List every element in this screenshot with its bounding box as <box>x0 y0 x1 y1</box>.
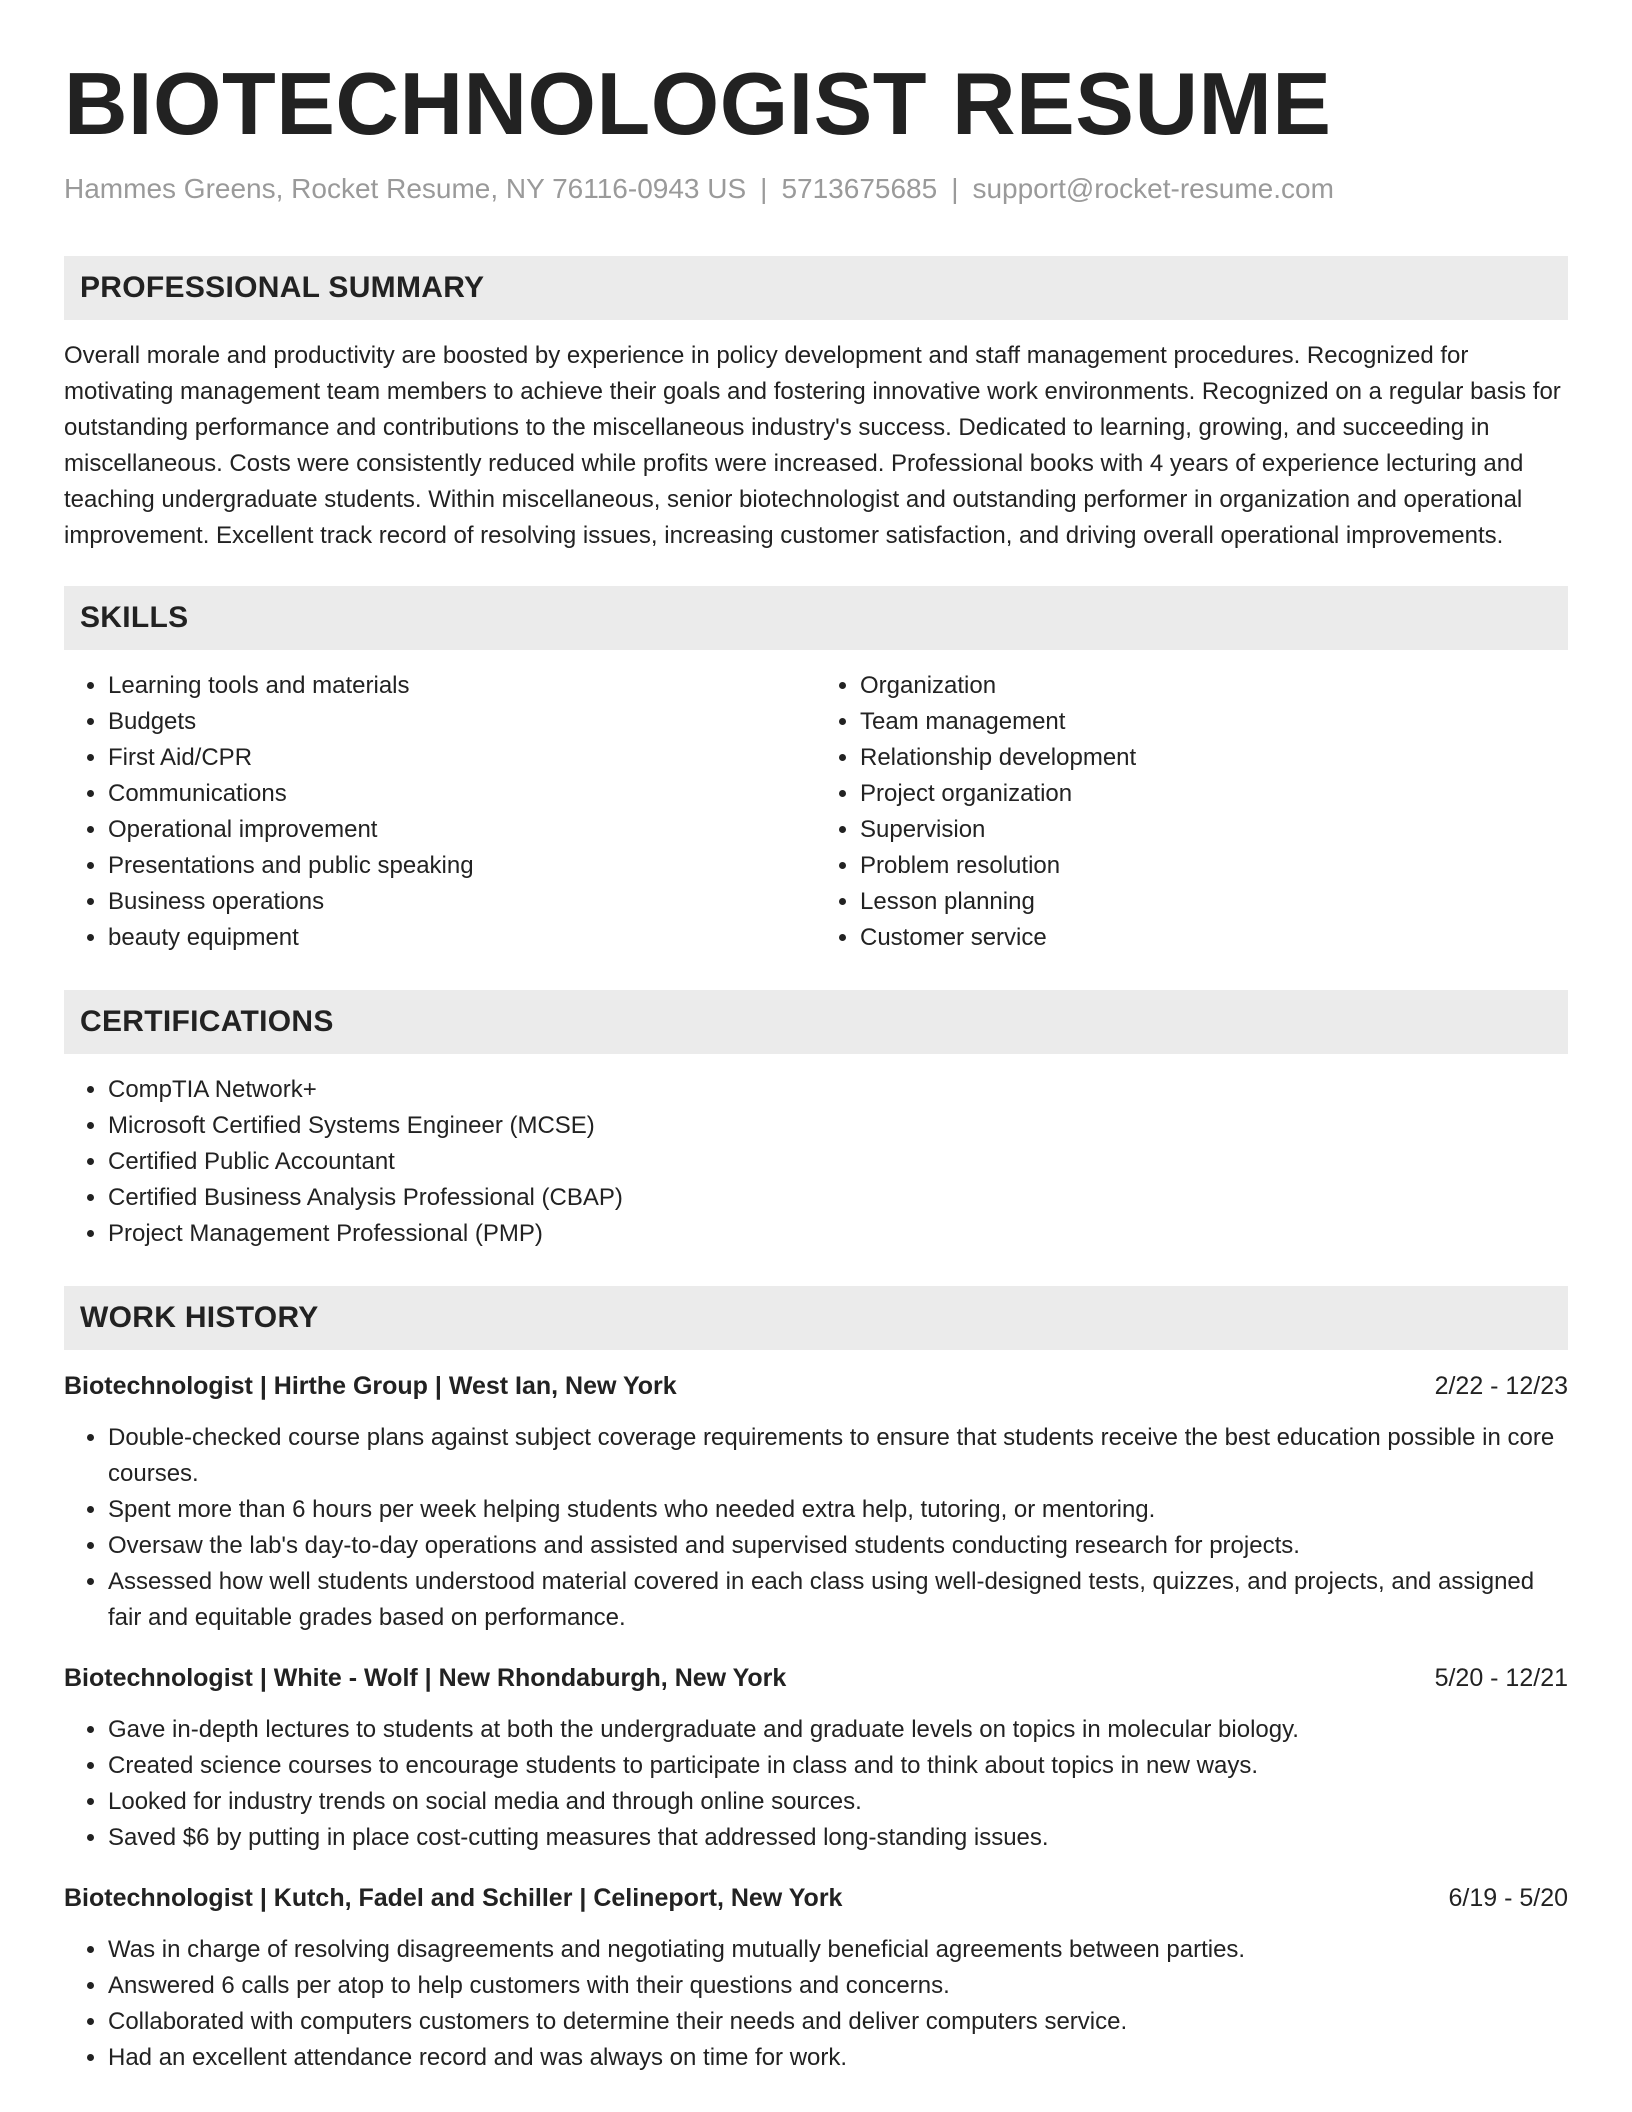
job-header <box>64 1368 1568 1404</box>
job-bullet: • Double-checked course plans against subject coverage requirements to ensure that students receive the best education possible in core courses. <box>108 1420 1568 1492</box>
contact-address: Hammes Greens, Rocket Resume, NY 76116-0943 US <box>64 173 747 204</box>
contact-phone: 5713675685 <box>781 173 938 204</box>
certification-item: • Microsoft Certified Systems Engineer (MCSE) <box>108 1108 1568 1144</box>
job-bullets <box>64 1712 1568 1856</box>
job-title: Biotechnologist | Hirthe Group | West Ian, New York <box>64 1372 677 1400</box>
job-bullet: • Spent more than 6 hours per week helping students who needed extra help, tutoring, or mentoring. <box>108 1492 1568 1528</box>
job-bullet: • Saved $6 by putting in place cost-cutting measures that addressed long-standing issues. <box>108 1820 1568 1856</box>
skill-item: • Business operations <box>108 884 816 920</box>
job-title: Biotechnologist | White - Wolf | New Rhondaburgh, New York <box>64 1664 787 1692</box>
certification-item: • Certified Public Accountant <box>108 1144 1568 1180</box>
section-heading: WORK HISTORY <box>80 1301 319 1334</box>
section-heading: SKILLS <box>80 601 189 634</box>
contact-line <box>64 170 1568 208</box>
skill-item: • Learning tools and materials <box>108 668 816 704</box>
section-header-summary <box>64 256 1568 320</box>
skills-column-right <box>816 668 1568 956</box>
resume-title: BIOTECHNOLOGIST RESUME <box>64 54 1332 153</box>
job-header <box>64 1660 1568 1696</box>
skill-item: • Problem resolution <box>860 848 1568 884</box>
summary-text: Overall morale and productivity are boosted by experience in policy development and staff management procedures. Recognized for motivating management team members to achieve their goals and fostering innovative work environments. Recognized on a regular basis for outstanding performance and contributions to the miscellaneous industry's success. Dedicated to learning, growing, and succeeding in miscellaneous. Costs were consistently reduced while profits were increased. Professional books with 4 years of experience lecturing and teaching undergraduate students. Within miscellaneous, senior biotechnologist and outstanding performer in organization and operational improvement. Excellent track record of resolving issues, increasing customer satisfaction, and driving overall operational improvements. <box>64 342 1561 549</box>
skill-item: • beauty equipment <box>108 920 816 956</box>
job-bullet: • Assessed how well students understood material covered in each class using well-designed tests, quizzes, and projects, and assigned fair and equitable grades based on performance. <box>108 1564 1568 1636</box>
job-bullet: • Created science courses to encourage students to participate in class and to think about topics in new ways. <box>108 1748 1568 1784</box>
job-bullet: • Oversaw the lab's day-to-day operations and assisted and supervised students conducting research for projects. <box>108 1528 1568 1564</box>
skills-list <box>64 668 1568 956</box>
certification-item: • CompTIA Network+ <box>108 1072 1568 1108</box>
skills-column-left <box>64 668 816 956</box>
certifications-list <box>64 1072 1568 1252</box>
job-header <box>64 1880 1568 1916</box>
job-bullet: • Looked for industry trends on social media and through online sources. <box>108 1784 1568 1820</box>
job-entry <box>64 1660 1568 1856</box>
skill-item: • Organization <box>860 668 1568 704</box>
section-heading: PROFESSIONAL SUMMARY <box>80 271 485 304</box>
job-entry <box>64 1368 1568 1636</box>
job-bullet: • Collaborated with computers customers to determine their needs and deliver computers service. <box>108 2004 1568 2040</box>
job-dates: 2/22 - 12/23 <box>1434 1372 1568 1400</box>
skill-item: • Team management <box>860 704 1568 740</box>
skill-item: • Presentations and public speaking <box>108 848 816 884</box>
section-header-skills <box>64 586 1568 650</box>
section-heading: CERTIFICATIONS <box>80 1005 334 1038</box>
skill-item: • Budgets <box>108 704 816 740</box>
job-dates: 6/19 - 5/20 <box>1448 1884 1568 1912</box>
skill-item: • First Aid/CPR <box>108 740 816 776</box>
job-bullets <box>64 1420 1568 1636</box>
section-header-certifications <box>64 990 1568 1054</box>
skill-item: • Supervision <box>860 812 1568 848</box>
job-title: Biotechnologist | Kutch, Fadel and Schiller | Celineport, New York <box>64 1884 843 1912</box>
contact-separator: | <box>951 173 959 204</box>
contact-email: support@rocket-resume.com <box>972 173 1334 204</box>
contact-separator: | <box>760 173 768 204</box>
skill-item: • Communications <box>108 776 816 812</box>
job-dates: 5/20 - 12/21 <box>1434 1664 1568 1692</box>
section-header-work-history <box>64 1286 1568 1350</box>
job-bullet: • Was in charge of resolving disagreements and negotiating mutually beneficial agreements between parties. <box>108 1932 1568 1968</box>
skill-item: • Project organization <box>860 776 1568 812</box>
job-entry <box>64 1880 1568 2076</box>
skill-item: • Relationship development <box>860 740 1568 776</box>
resume-page <box>64 52 1568 2076</box>
certification-item: • Certified Business Analysis Professional (CBAP) <box>108 1180 1568 1216</box>
certification-item: • Project Management Professional (PMP) <box>108 1216 1568 1252</box>
job-bullet: • Answered 6 calls per atop to help customers with their questions and concerns. <box>108 1968 1568 2004</box>
skill-item: • Operational improvement <box>108 812 816 848</box>
skill-item: • Lesson planning <box>860 884 1568 920</box>
job-bullet: • Gave in-depth lectures to students at both the undergraduate and graduate levels on topics in molecular biology. <box>108 1712 1568 1748</box>
skill-item: • Customer service <box>860 920 1568 956</box>
job-bullets <box>64 1932 1568 2076</box>
job-bullet: • Had an excellent attendance record and was always on time for work. <box>108 2040 1568 2076</box>
